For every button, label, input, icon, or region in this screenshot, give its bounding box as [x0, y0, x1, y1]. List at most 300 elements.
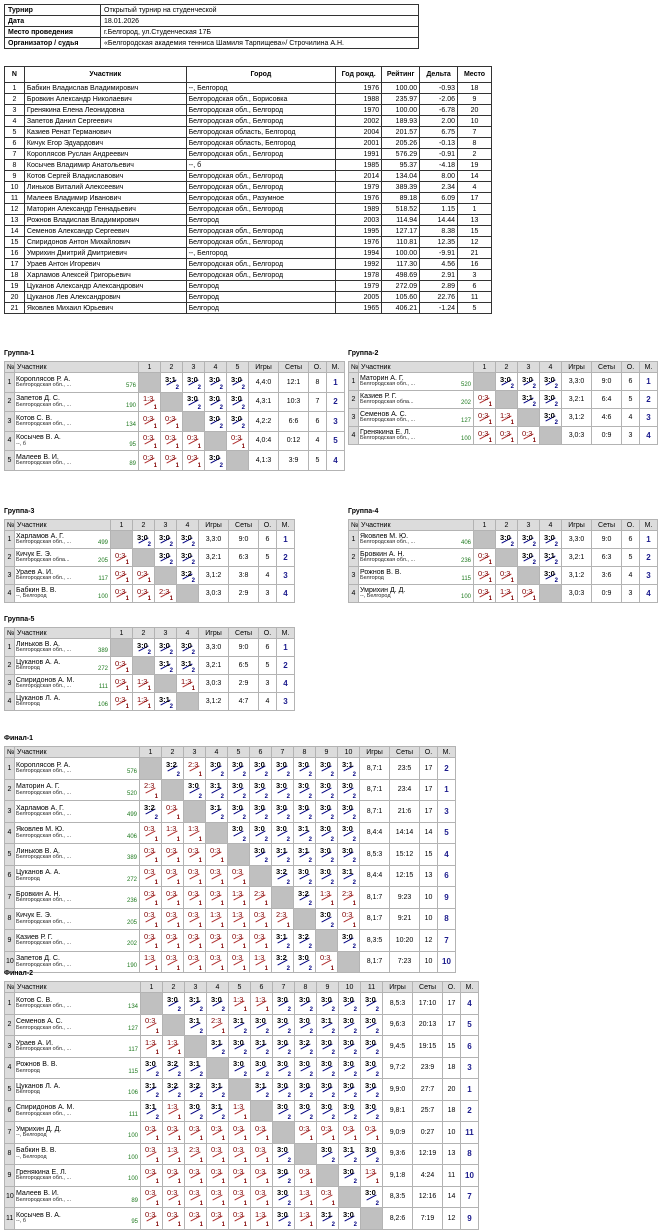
match-score[interactable] [228, 930, 250, 952]
match-score[interactable] [133, 567, 155, 585]
match-score[interactable] [207, 993, 229, 1015]
match-score[interactable] [339, 1122, 361, 1144]
match-score[interactable] [273, 1186, 295, 1208]
match-score[interactable] [141, 1079, 163, 1101]
match-score[interactable] [139, 392, 161, 412]
match-score[interactable] [162, 908, 184, 930]
match-score[interactable] [316, 951, 338, 973]
match-score[interactable] [228, 908, 250, 930]
match-score[interactable] [273, 1057, 295, 1079]
match-score[interactable] [316, 908, 338, 930]
match-score[interactable] [185, 1079, 207, 1101]
match-score[interactable] [338, 779, 360, 801]
match-score[interactable] [184, 779, 206, 801]
match-score[interactable] [250, 930, 272, 952]
match-score[interactable] [162, 887, 184, 909]
match-score[interactable] [111, 657, 133, 675]
match-score[interactable] [294, 887, 316, 909]
match-score[interactable] [338, 801, 360, 823]
match-score[interactable] [251, 1079, 273, 1101]
match-score[interactable] [250, 908, 272, 930]
match-score[interactable] [140, 908, 162, 930]
match-score[interactable] [294, 951, 316, 973]
match-score[interactable] [540, 549, 562, 567]
match-score[interactable] [361, 1014, 383, 1036]
match-score[interactable] [183, 431, 205, 451]
match-score[interactable] [272, 930, 294, 952]
match-score[interactable] [227, 412, 249, 432]
match-score[interactable] [295, 1165, 317, 1187]
match-score[interactable] [229, 1143, 251, 1165]
match-score[interactable] [338, 865, 360, 887]
match-score[interactable] [294, 930, 316, 952]
match-score[interactable] [496, 585, 518, 603]
match-score[interactable] [272, 908, 294, 930]
match-score[interactable] [206, 908, 228, 930]
match-score[interactable] [338, 908, 360, 930]
match-score[interactable] [339, 1057, 361, 1079]
match-score[interactable] [496, 409, 518, 427]
match-score[interactable] [141, 1057, 163, 1079]
set-score: 0:3 [478, 586, 489, 596]
match-points: 1 [198, 858, 202, 864]
match-score[interactable] [294, 865, 316, 887]
match-score[interactable] [184, 758, 206, 780]
match-score[interactable] [155, 549, 177, 567]
match-score[interactable] [251, 1165, 273, 1187]
col-num-header: № [5, 628, 15, 639]
match-score[interactable] [207, 1186, 229, 1208]
match-score[interactable] [316, 844, 338, 866]
match-score[interactable] [206, 930, 228, 952]
match-score[interactable] [163, 1079, 185, 1101]
match-score[interactable] [206, 758, 228, 780]
match-score[interactable] [207, 1036, 229, 1058]
match-score[interactable] [316, 865, 338, 887]
match-score[interactable] [540, 531, 562, 549]
match-score[interactable] [163, 993, 185, 1015]
match-score[interactable] [339, 1079, 361, 1101]
match-score[interactable] [251, 1186, 273, 1208]
match-score[interactable] [317, 993, 339, 1015]
set-score: 3:0 [254, 802, 265, 812]
set-score: 3:1 [189, 1016, 200, 1025]
match-score[interactable] [229, 1165, 251, 1187]
match-score[interactable] [161, 412, 183, 432]
match-score[interactable] [338, 822, 360, 844]
match-score[interactable] [338, 758, 360, 780]
match-score[interactable] [295, 1122, 317, 1144]
match-score[interactable] [229, 1100, 251, 1122]
match-score[interactable] [295, 1186, 317, 1208]
match-score[interactable] [141, 1100, 163, 1122]
match-score[interactable] [294, 822, 316, 844]
match-score[interactable] [229, 1186, 251, 1208]
match-score[interactable] [339, 1208, 361, 1230]
match-score[interactable] [317, 1186, 339, 1208]
match-score[interactable] [339, 1036, 361, 1058]
match-score[interactable] [155, 657, 177, 675]
match-score[interactable] [184, 822, 206, 844]
participant-cell: Гренякина Елена Леонидовна [24, 105, 186, 116]
match-score[interactable] [155, 693, 177, 711]
match-score[interactable] [140, 951, 162, 973]
match-score[interactable] [251, 1036, 273, 1058]
col-opponent-header: 2 [496, 362, 518, 373]
match-score[interactable] [140, 930, 162, 952]
match-score[interactable] [155, 585, 177, 603]
match-score[interactable] [162, 758, 184, 780]
match-score[interactable] [163, 1100, 185, 1122]
match-points: 1 [153, 424, 157, 430]
match-score[interactable] [183, 451, 205, 471]
match-score[interactable] [518, 373, 540, 391]
match-score[interactable] [294, 779, 316, 801]
match-score[interactable] [207, 1208, 229, 1230]
match-points: 1 [220, 879, 224, 886]
match-score[interactable] [140, 844, 162, 866]
match-score[interactable] [229, 1014, 251, 1036]
match-score[interactable] [111, 585, 133, 603]
match-score[interactable] [155, 639, 177, 657]
match-score[interactable] [251, 1143, 273, 1165]
set-score: 3:1 [321, 1016, 332, 1025]
match-score[interactable] [177, 567, 199, 585]
match-score[interactable] [185, 1143, 207, 1165]
match-score[interactable] [140, 865, 162, 887]
match-score[interactable] [316, 801, 338, 823]
match-score[interactable] [251, 1057, 273, 1079]
match-score[interactable] [272, 951, 294, 973]
match-score[interactable] [361, 1100, 383, 1122]
match-score[interactable] [133, 585, 155, 603]
match-score[interactable] [155, 531, 177, 549]
player-number: 2 [5, 779, 15, 801]
set-score: 0:3 [210, 931, 221, 941]
match-score[interactable] [140, 779, 162, 801]
match-score[interactable] [295, 993, 317, 1015]
match-score[interactable] [273, 1014, 295, 1036]
match-score[interactable] [139, 431, 161, 451]
match-score[interactable] [183, 392, 205, 412]
match-score[interactable] [228, 951, 250, 973]
match-score[interactable] [205, 412, 227, 432]
match-score[interactable] [273, 1100, 295, 1122]
match-score[interactable] [207, 1165, 229, 1187]
match-score[interactable] [540, 409, 562, 427]
match-score[interactable] [518, 531, 540, 549]
match-score[interactable] [139, 451, 161, 471]
match-score[interactable] [162, 822, 184, 844]
match-score[interactable] [163, 1057, 185, 1079]
match-score[interactable] [361, 1186, 383, 1208]
match-score[interactable] [273, 993, 295, 1015]
match-score[interactable] [229, 1208, 251, 1230]
set-score: 3:1 [255, 1037, 266, 1047]
match-score[interactable] [162, 801, 184, 823]
match-score[interactable] [141, 1186, 163, 1208]
match-score[interactable] [206, 779, 228, 801]
match-score[interactable] [273, 1208, 295, 1230]
match-score[interactable] [205, 392, 227, 412]
match-score[interactable] [250, 844, 272, 866]
match-score[interactable] [316, 779, 338, 801]
match-score[interactable] [162, 951, 184, 973]
match-score[interactable] [317, 1208, 339, 1230]
info-row [5, 27, 419, 38]
match-score[interactable] [496, 427, 518, 445]
match-score[interactable] [540, 373, 562, 391]
match-score[interactable] [228, 865, 250, 887]
match-score[interactable] [184, 844, 206, 866]
match-score[interactable] [227, 431, 249, 451]
match-score[interactable] [316, 758, 338, 780]
match-score[interactable] [207, 1079, 229, 1101]
match-score[interactable] [206, 844, 228, 866]
match-score[interactable] [496, 567, 518, 585]
match-score[interactable] [184, 887, 206, 909]
match-score[interactable] [361, 1057, 383, 1079]
match-score[interactable] [206, 865, 228, 887]
player-cell [15, 431, 139, 451]
match-points: 2 [286, 793, 290, 800]
match-score[interactable] [228, 801, 250, 823]
match-score[interactable] [185, 1100, 207, 1122]
match-score[interactable] [316, 822, 338, 844]
match-score[interactable] [339, 1100, 361, 1122]
match-score[interactable] [161, 373, 183, 393]
match-score[interactable] [272, 844, 294, 866]
match-score[interactable] [140, 822, 162, 844]
match-score[interactable] [227, 373, 249, 393]
match-score[interactable] [183, 373, 205, 393]
match-points: 1 [177, 1050, 181, 1056]
match-score[interactable] [185, 1057, 207, 1079]
points-stat: 5 [622, 391, 640, 409]
match-score[interactable] [206, 951, 228, 973]
col-opponent-header: 5 [228, 747, 250, 758]
match-score[interactable] [184, 951, 206, 973]
match-score[interactable] [185, 993, 207, 1015]
match-score[interactable] [251, 1014, 273, 1036]
match-score[interactable] [361, 993, 383, 1015]
match-score[interactable] [295, 1057, 317, 1079]
match-score[interactable] [361, 1036, 383, 1058]
match-score[interactable] [141, 1165, 163, 1187]
match-score[interactable] [162, 844, 184, 866]
match-score[interactable] [185, 1014, 207, 1036]
match-score[interactable] [317, 1143, 339, 1165]
match-score[interactable] [518, 427, 540, 445]
self-cell [206, 822, 228, 844]
match-score[interactable] [141, 1122, 163, 1144]
match-score[interactable] [339, 993, 361, 1015]
match-score[interactable] [111, 567, 133, 585]
match-score[interactable] [251, 993, 273, 1015]
match-score[interactable] [474, 585, 496, 603]
match-score[interactable] [317, 1036, 339, 1058]
col-stat-header: Сеты [592, 520, 622, 531]
match-score[interactable] [250, 887, 272, 909]
match-score[interactable] [250, 951, 272, 973]
match-score[interactable] [207, 1100, 229, 1122]
match-score[interactable] [540, 567, 562, 585]
match-score[interactable] [139, 412, 161, 432]
match-score[interactable] [206, 887, 228, 909]
match-score[interactable] [111, 675, 133, 693]
match-score[interactable] [294, 758, 316, 780]
match-score[interactable] [205, 373, 227, 393]
match-score[interactable] [184, 930, 206, 952]
match-score[interactable] [294, 844, 316, 866]
match-score[interactable] [518, 549, 540, 567]
match-score[interactable] [496, 373, 518, 391]
match-score[interactable] [361, 1165, 383, 1187]
match-score[interactable] [272, 801, 294, 823]
match-score[interactable] [185, 1122, 207, 1144]
participant-cell: 5 [458, 303, 492, 314]
match-score[interactable] [250, 779, 272, 801]
match-score[interactable] [272, 865, 294, 887]
match-score[interactable] [295, 1208, 317, 1230]
match-score[interactable] [250, 822, 272, 844]
match-score[interactable] [163, 1143, 185, 1165]
match-score[interactable] [177, 675, 199, 693]
match-score[interactable] [474, 409, 496, 427]
match-score[interactable] [317, 1100, 339, 1122]
match-score[interactable] [317, 1014, 339, 1036]
match-score[interactable] [251, 1208, 273, 1230]
match-score[interactable] [339, 1143, 361, 1165]
match-score[interactable] [338, 844, 360, 866]
match-score[interactable] [339, 1014, 361, 1036]
match-score[interactable] [229, 993, 251, 1015]
match-score[interactable] [228, 822, 250, 844]
match-score[interactable] [163, 1165, 185, 1187]
match-score[interactable] [162, 930, 184, 952]
match-score[interactable] [111, 549, 133, 567]
player-city: Белгородская обл., ... 190 [16, 401, 136, 409]
col-stat-header: О. [622, 520, 640, 531]
match-score[interactable] [163, 1036, 185, 1058]
match-score[interactable] [229, 1122, 251, 1144]
sets-stat: 23:5 [390, 758, 420, 780]
match-score[interactable] [294, 801, 316, 823]
match-score[interactable] [496, 531, 518, 549]
set-score: 0:3 [166, 867, 177, 876]
match-score[interactable] [207, 1014, 229, 1036]
match-score[interactable] [161, 431, 183, 451]
match-score[interactable] [295, 1036, 317, 1058]
match-score[interactable] [177, 549, 199, 567]
match-score[interactable] [474, 427, 496, 445]
match-score[interactable] [162, 865, 184, 887]
match-score[interactable] [140, 887, 162, 909]
match-score[interactable] [111, 693, 133, 711]
match-score[interactable] [316, 887, 338, 909]
match-score[interactable] [163, 1186, 185, 1208]
match-score[interactable] [185, 1208, 207, 1230]
match-score[interactable] [229, 1057, 251, 1079]
match-score[interactable] [206, 801, 228, 823]
match-score[interactable] [272, 758, 294, 780]
match-score[interactable] [295, 1100, 317, 1122]
match-score[interactable] [184, 908, 206, 930]
match-score[interactable] [474, 391, 496, 409]
match-score[interactable] [474, 549, 496, 567]
match-score[interactable] [295, 1014, 317, 1036]
match-score[interactable] [361, 1143, 383, 1165]
set-score: 0:3 [478, 568, 489, 578]
match-points: 2 [287, 1071, 291, 1078]
match-score[interactable] [177, 531, 199, 549]
match-score[interactable] [273, 1143, 295, 1165]
match-score[interactable] [251, 1122, 273, 1144]
match-score[interactable] [185, 1186, 207, 1208]
match-score[interactable] [141, 1143, 163, 1165]
match-score[interactable] [207, 1143, 229, 1165]
participant-cell: 576.29 [382, 149, 420, 160]
match-score[interactable] [133, 675, 155, 693]
match-score[interactable] [161, 451, 183, 471]
set-score: 0:3 [255, 1123, 266, 1133]
match-score[interactable] [177, 639, 199, 657]
match-score[interactable] [229, 1036, 251, 1058]
match-score[interactable] [273, 1036, 295, 1058]
match-score[interactable] [163, 1208, 185, 1230]
match-score[interactable] [141, 1208, 163, 1230]
match-score[interactable] [228, 779, 250, 801]
match-score[interactable] [317, 1079, 339, 1101]
match-score[interactable] [141, 1036, 163, 1058]
match-score[interactable] [185, 1165, 207, 1187]
match-score[interactable] [474, 567, 496, 585]
match-score[interactable] [133, 531, 155, 549]
match-score[interactable] [295, 1079, 317, 1101]
match-score[interactable] [317, 1057, 339, 1079]
match-score[interactable] [228, 758, 250, 780]
match-score[interactable] [207, 1122, 229, 1144]
match-score[interactable] [133, 693, 155, 711]
match-score[interactable] [361, 1122, 383, 1144]
match-score[interactable] [518, 585, 540, 603]
match-score[interactable] [228, 887, 250, 909]
match-score[interactable] [205, 451, 227, 471]
match-score[interactable] [250, 758, 272, 780]
match-score[interactable] [141, 1014, 163, 1036]
match-score[interactable] [361, 1079, 383, 1101]
match-score[interactable] [133, 639, 155, 657]
match-score[interactable] [272, 779, 294, 801]
match-score[interactable] [272, 822, 294, 844]
match-score[interactable] [339, 1165, 361, 1187]
match-score[interactable] [273, 1165, 295, 1187]
set-score: 0:3 [231, 433, 242, 442]
match-score[interactable] [140, 801, 162, 823]
match-score[interactable] [338, 930, 360, 952]
match-points: 1 [177, 1222, 181, 1228]
match-score[interactable] [177, 657, 199, 675]
match-score[interactable] [227, 392, 249, 412]
match-score[interactable] [184, 865, 206, 887]
match-score[interactable] [163, 1122, 185, 1144]
match-score[interactable] [518, 391, 540, 409]
match-score[interactable] [250, 801, 272, 823]
match-score[interactable] [317, 1122, 339, 1144]
match-score[interactable] [540, 391, 562, 409]
match-score[interactable] [338, 887, 360, 909]
match-score[interactable] [273, 1079, 295, 1101]
